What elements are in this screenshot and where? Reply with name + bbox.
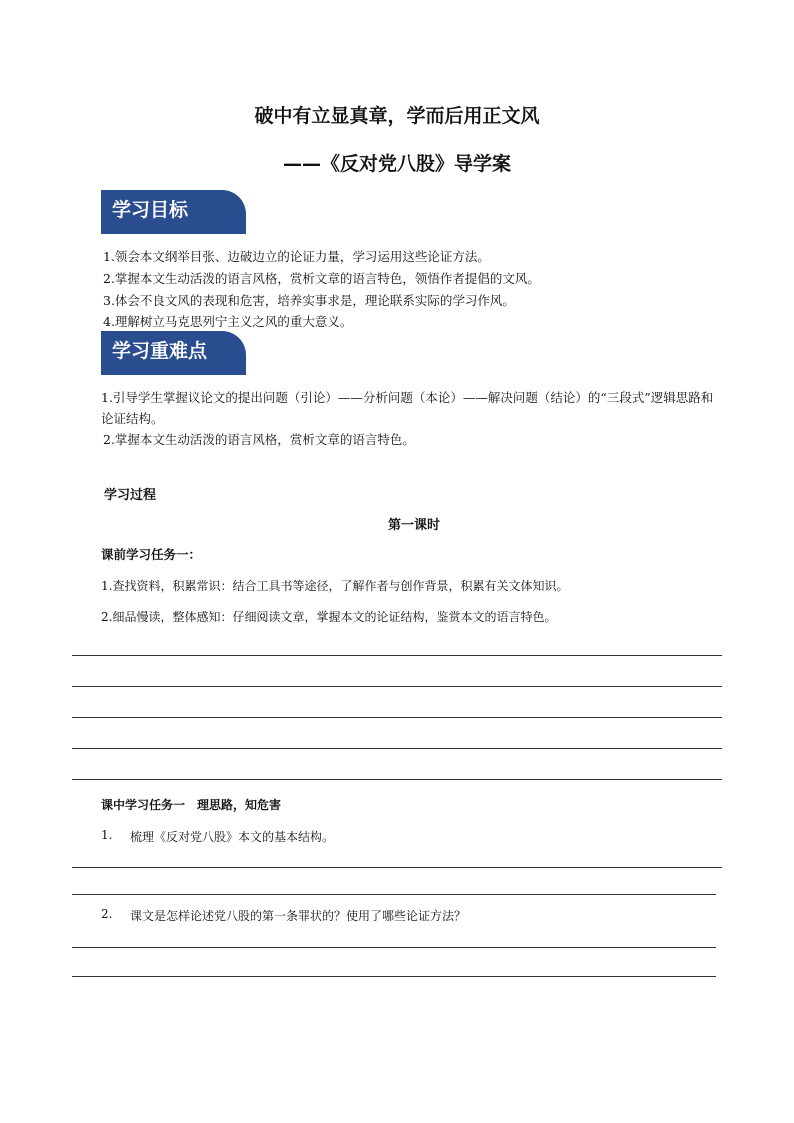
keypoint-item: 2.掌握本文生动活泼的语言风格，赏析文章的语言特色。	[103, 432, 415, 447]
page-title: 破中有立显真章，学而后用正文风	[254, 105, 540, 127]
pre-task-item: 2.细品慢读，整体感知：仔细阅读文章，掌握本文的论证结构，鉴赏本文的语言特色。	[101, 610, 557, 624]
section-heading-goals: 学习目标	[112, 199, 189, 221]
answer-line	[72, 976, 716, 977]
question-text: 课文是怎样论述党八股的第一条罪状的？使用了哪些论证方法？	[130, 909, 467, 923]
page-subtitle: ——《反对党八股》导学案	[282, 153, 511, 175]
answer-line	[72, 947, 716, 948]
question-text: 梳理《反对党八股》本文的基本结构。	[130, 830, 335, 844]
goal-item: 2.掌握本文生动活泼的语言风格，赏析文章的语言特色，领悟作者提倡的文风。	[103, 271, 540, 286]
pre-task-heading: 课前学习任务一：	[101, 547, 202, 562]
in-class-task-heading: 课中学习任务一 理思路，知危害	[101, 798, 282, 812]
keypoint-item: 1.引导学生掌握议论文的提出问题（引论）——分析问题（本论）——解决问题（结论）的“三段式”逻辑思路和论证结构。	[101, 390, 714, 426]
process-heading: 学习过程	[104, 488, 157, 503]
answer-line	[72, 894, 716, 895]
answer-line	[72, 779, 722, 780]
answer-line	[72, 867, 722, 868]
answer-line	[72, 686, 722, 687]
section-banner-goals	[101, 190, 246, 234]
section-banner-keypoints	[101, 331, 246, 375]
goal-item: 4.理解树立马克思列宁主义之风的重大意义。	[103, 314, 353, 329]
section-heading-keypoints: 学习重难点	[112, 340, 208, 362]
answer-line	[72, 748, 722, 749]
answer-line	[72, 655, 722, 656]
question-number: 1.	[101, 828, 113, 842]
question-number: 2.	[101, 907, 113, 921]
goal-item: 1.领会本文纲举目张、边破边立的论证力量，学习运用这些论证方法。	[103, 249, 490, 264]
lesson-title: 第一课时	[387, 518, 440, 533]
pre-task-item: 1.查找资料，积累常识：结合工具书等途径，了解作者与创作背景，积累有关文体知识。	[101, 579, 569, 593]
answer-line	[72, 717, 722, 718]
goal-item: 3.体会不良文风的表现和危害，培养实事求是，理论联系实际的学习作风。	[103, 293, 515, 308]
